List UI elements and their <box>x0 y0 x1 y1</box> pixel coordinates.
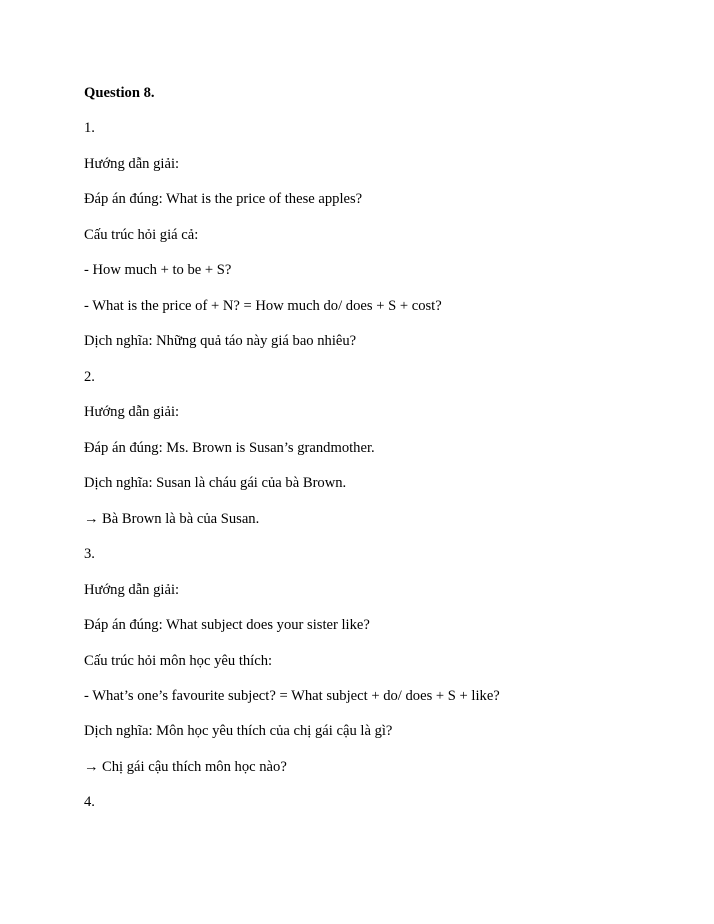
guide-label-3: Hướng dẫn giải: <box>84 581 180 598</box>
item-number-3: 3. <box>84 546 95 563</box>
guide-label-1: Hướng dẫn giải: <box>84 155 180 172</box>
guide-label-2: Hướng dẫn giải: <box>84 404 180 421</box>
answer-1: Đáp án đúng: What is the price of these apples? <box>84 191 363 208</box>
conclusion-3-text: Chị gái cậu thích môn học nào? <box>102 758 287 775</box>
structure-1-line-1: - How much + to be + S? <box>84 262 232 279</box>
structure-title-3: Cấu trúc hỏi môn học yêu thích: <box>84 652 273 669</box>
conclusion-2-text: Bà Brown là bà của Susan. <box>102 510 260 527</box>
conclusion-2 <box>84 511 684 528</box>
structure-1-line-2: - What is the price of + N? = How much do/ does + S + cost? <box>84 297 442 314</box>
answer-3: Đáp án đúng: What subject does your sister like? <box>84 617 370 634</box>
arrow-right-icon: → <box>84 758 99 775</box>
conclusion-3 <box>84 759 684 776</box>
document-page <box>84 85 684 830</box>
arrow-right-icon: → <box>84 510 99 527</box>
translation-1: Dịch nghĩa: Những quả táo này giá bao nhiêu? <box>84 333 357 350</box>
item-number-4: 4. <box>84 794 95 811</box>
answer-2: Đáp án đúng: Ms. Brown is Susan’s grandmother. <box>84 439 375 456</box>
question-heading: Question 8. <box>84 85 155 101</box>
structure-3-line-1: - What’s one’s favourite subject? = What subject + do/ does + S + like? <box>84 687 500 704</box>
translation-2: Dịch nghĩa: Susan là cháu gái của bà Brown. <box>84 475 347 492</box>
item-number-2: 2. <box>84 368 95 385</box>
item-number-1: 1. <box>84 120 95 137</box>
structure-title-1: Cấu trúc hỏi giá cả: <box>84 226 199 243</box>
translation-3: Dịch nghĩa: Môn học yêu thích của chị gái cậu là gì? <box>84 723 393 740</box>
